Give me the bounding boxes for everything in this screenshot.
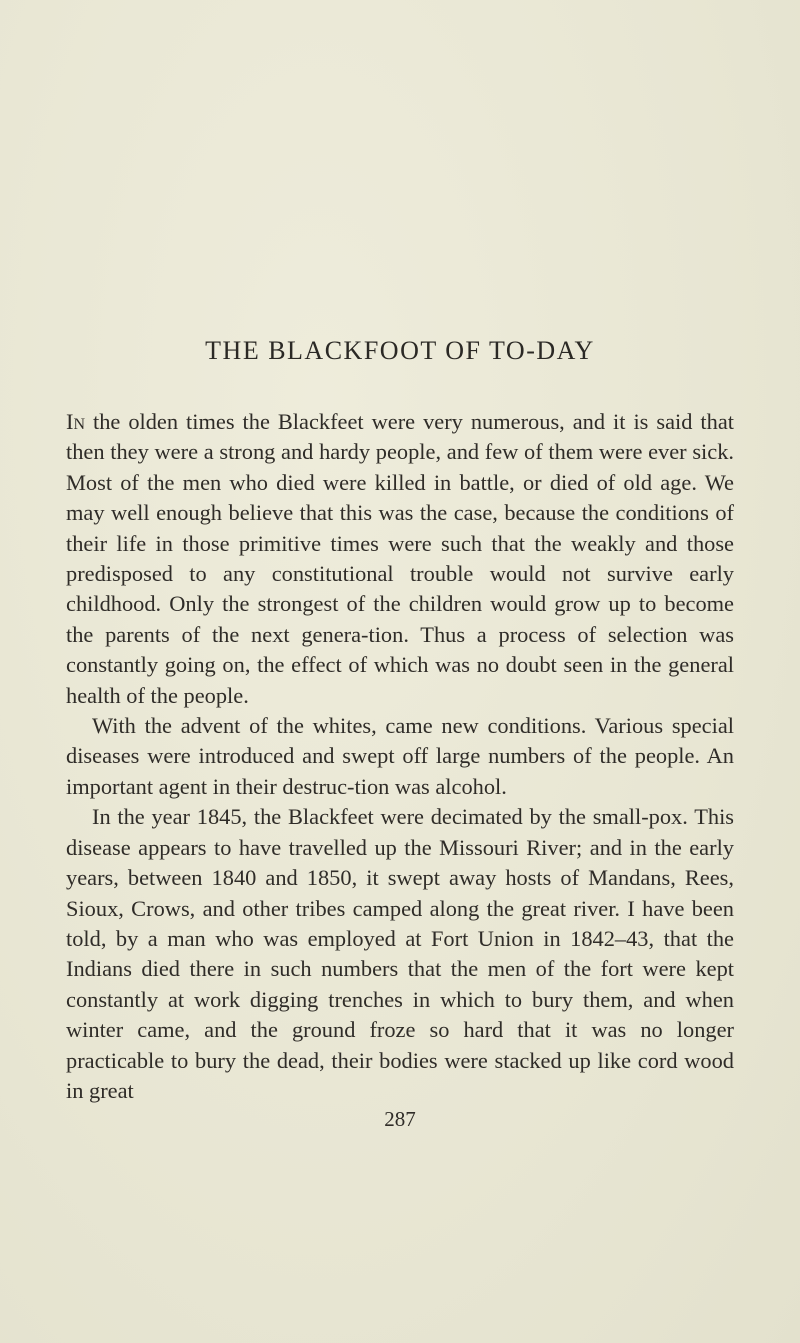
page-number: 287 <box>384 1107 416 1131</box>
paragraph-1-text: the olden times the Blackfeet were very numerous, and it is said that then they were a strong and hardy people, and few of them were ever sick. Most of the men who died were killed in battle, or died of old age. We may well enough believe that this was the case, because the conditions of their life in those primitive times were such that the weakly and those predisposed to any constitutional trouble would not survive early childhood. Only the strongest of the children would grow up to become the parents of the next genera-tion. Thus a process of selection was constantly going on, the effect of which was no doubt seen in the general health of the people. <box>66 409 734 708</box>
paragraph-2: With the advent of the whites, came new conditions. Various special diseases were introduced and swept off large numbers of the people. An important agent in their destruc-tion was alcohol. <box>66 713 734 799</box>
paragraph-1 <box>66 407 734 711</box>
chapter-title: THE BLACKFOOT OF TO-DAY <box>205 336 595 365</box>
body-text <box>66 407 734 1106</box>
paragraph-3: In the year 1845, the Blackfeet were decimated by the small-pox. This disease appears to have travelled up the Missouri River; and in the early years, between 1840 and 1850, it swept away hosts of Mandans, Rees, Sioux, Crows, and other tribes camped along the great river. I have been told, by a man who was employed at Fort Union in 1842–43, that the Indians died there in such numbers that the men of the fort were kept constantly at work digging trenches in which to bury them, and when winter came, and the ground froze so hard that it was no longer practicable to bury the dead, their bodies were stacked up like cord wood in great <box>66 804 734 1103</box>
paragraph-1-lead: In <box>66 409 86 434</box>
